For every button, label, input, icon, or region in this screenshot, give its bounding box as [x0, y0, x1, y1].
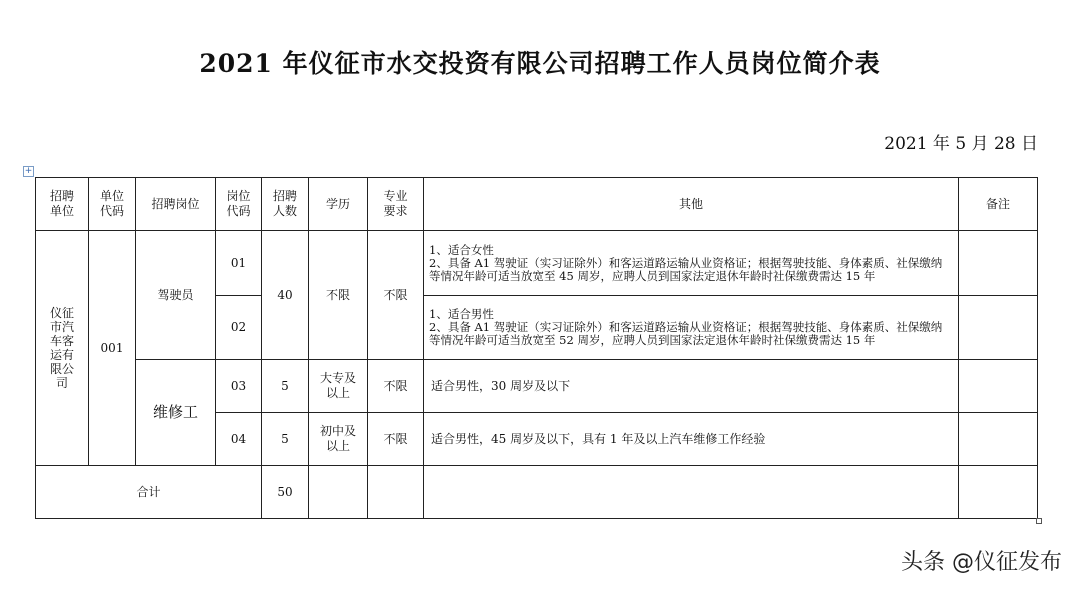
- header-position: 招聘岗位: [136, 178, 216, 231]
- major: 不限: [368, 360, 424, 413]
- header-count: 招聘人数: [262, 178, 309, 231]
- unit-code: 001: [89, 231, 136, 466]
- major: 不限: [368, 231, 424, 360]
- position-name: 维修工: [136, 360, 216, 466]
- education: 初中及以上: [309, 413, 368, 466]
- total-label: 合计: [36, 466, 262, 519]
- table-resize-handle[interactable]: [1036, 518, 1042, 524]
- header-unit-code: 单位代码: [89, 178, 136, 231]
- header-unit: 招聘单位: [36, 178, 89, 231]
- education: 大专及以上: [309, 360, 368, 413]
- empty-cell: [959, 466, 1038, 519]
- position-code: 02: [216, 296, 262, 360]
- remarks: [959, 360, 1038, 413]
- other-requirements: 适合男性，30 周岁及以下: [424, 360, 959, 413]
- hire-count: 5: [262, 360, 309, 413]
- remarks: [959, 413, 1038, 466]
- empty-cell: [424, 466, 959, 519]
- position-code: 03: [216, 360, 262, 413]
- header-remarks: 备注: [959, 178, 1038, 231]
- other-requirements: 1、适合男性 2、具备 A1 驾驶证（实习证除外）和客运道路运输从业资格证；根据驾驶技能、身体素质、社保缴纳等情况年龄可适当放宽至 52 周岁，应聘人员到国家法定退休年龄时社保缴费需达 15 年: [424, 296, 959, 360]
- table-row: [36, 231, 1038, 296]
- header-education: 学历: [309, 178, 368, 231]
- unit-name: 仪征市汽车客运有限公司: [36, 231, 89, 466]
- position-code: 01: [216, 231, 262, 296]
- total-count: 50: [262, 466, 309, 519]
- empty-cell: [309, 466, 368, 519]
- other-requirements: 适合男性，45 周岁及以下，具有 1 年及以上汽车维修工作经验: [424, 413, 959, 466]
- document-title: 2021 年仪征市水交投资有限公司招聘工作人员岗位简介表: [199, 49, 881, 78]
- positions-table: [35, 177, 1038, 519]
- other-requirements: 1、适合女性 2、具备 A1 驾驶证（实习证除外）和客运道路运输从业资格证；根据驾驶技能、身体素质、社保缴纳等情况年龄可适当放宽至 45 周岁，应聘人员到国家法定退休年龄时社保缴费需达 15 年: [424, 231, 959, 296]
- remarks: [959, 296, 1038, 360]
- document-date: 2021 年 5 月 28 日: [884, 134, 1038, 154]
- major: 不限: [368, 413, 424, 466]
- education: 不限: [309, 231, 368, 360]
- position-name: 驾驶员: [136, 231, 216, 360]
- header-other: 其他: [424, 178, 959, 231]
- hire-count: 40: [262, 231, 309, 360]
- position-code: 04: [216, 413, 262, 466]
- header-row: [36, 178, 1038, 231]
- table-row: [36, 360, 1038, 413]
- watermark: 头条 @仪征发布: [901, 550, 1062, 575]
- header-major: 专业要求: [368, 178, 424, 231]
- remarks: [959, 231, 1038, 296]
- total-row: [36, 466, 1038, 519]
- table-move-handle-icon[interactable]: +: [24, 166, 33, 176]
- empty-cell: [368, 466, 424, 519]
- hire-count: 5: [262, 413, 309, 466]
- header-position-code: 岗位代码: [216, 178, 262, 231]
